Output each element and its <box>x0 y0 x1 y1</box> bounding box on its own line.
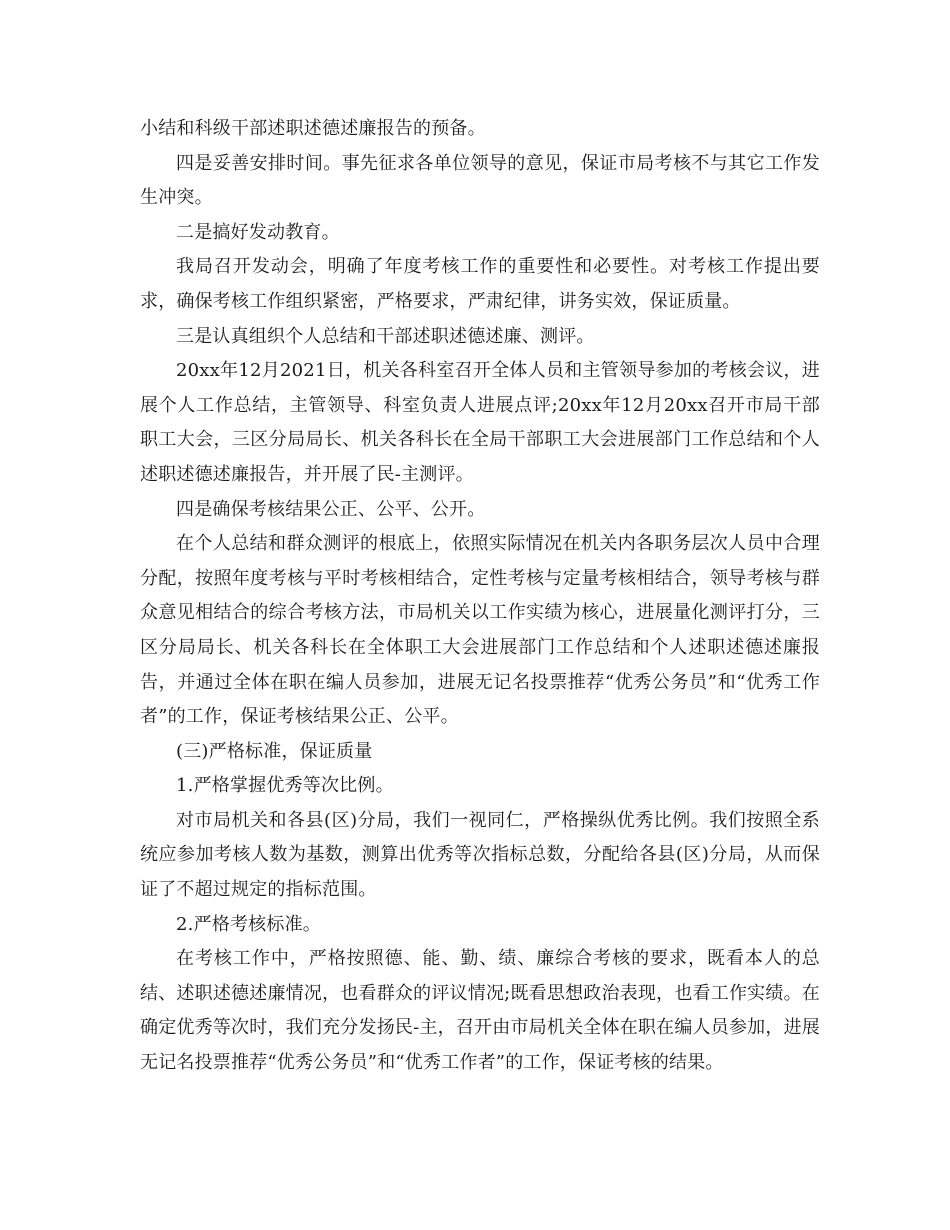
paragraph-3: 二是搞好发动教育。 <box>176 221 340 243</box>
paragraph-13: 在考核工作中，严格按照德、能、勤、绩、廉综合考核的要求，既看本人的总结、述职述德述廉情况，也看群众的评议情况;既看思想政治表现，也看工作实绩。在确定优秀等次时，我们充分发扬民-主，召开由市局机关全体在职在编人员参加，进展无记名投票推荐“优秀公务员”和“优秀工作者”的工作，保证考核的结果。 <box>140 948 820 1074</box>
paragraph-2: 四是妥善安排时间。事先征求各单位领导的意见，保证市局考核不与其它工作发生冲突。 <box>140 152 820 209</box>
paragraph-7: 四是确保考核结果公正、公平、公开。 <box>176 498 486 520</box>
paragraph-5: 三是认真组织个人总结和干部述职述德述廉、测评。 <box>176 325 595 347</box>
paragraph-8: 在个人总结和群众测评的根底上，依照实际情况在机关内各职务层次人员中合理分配，按照年度考核与平时考核相结合，定性考核与定量考核相结合，领导考核与群众意见相结合的综合考核方法，市局机关以工作实绩为核心，进展量化测评打分，三区分局局长、机关各科长在全体职工大会进展部门工作总结和个人述职述德述廉报告，并通过全体在职在编人员参加，进展无记名投票推荐“优秀公务员”和“优秀工作者”的工作，保证考核结果公正、公平。 <box>140 533 820 728</box>
paragraph-10: 1.严格掌握优秀等次比例。 <box>176 775 394 797</box>
paragraph-1: 小结和科级干部述职述德述廉报告的预备。 <box>140 118 486 139</box>
paragraph-11: 对市局机关和各县(区)分局，我们一视同仁，严格操纵优秀比例。我们按照全系统应参加考核人数为基数，测算出优秀等次指标总数，分配给各县(区)分局，从而保证了不超过规定的指标范围。 <box>140 809 820 901</box>
document-body <box>140 112 820 1081</box>
paragraph-9: (三)严格标准，保证质量 <box>176 740 373 762</box>
paragraph-12: 2.严格考核标准。 <box>176 913 321 935</box>
paragraph-4: 我局召开发动会，明确了年度考核工作的重要性和必要性。对考核工作提出要求，确保考核工作组织紧密，严格要求，严肃纪律，讲务实效，保证质量。 <box>140 256 820 312</box>
paragraph-6: 20xx年12月2021日，机关各科室召开全体人员和主管领导参加的考核会议，进展个人工作总结，主管领导、科室负责人进展点评;20xx年12月20xx召开市局干部职工大会，三区分局局长、机关各科长在全局干部职工大会进展部门工作总结和个人述职述德述廉报告，并开展了民-主测评。 <box>140 360 820 485</box>
